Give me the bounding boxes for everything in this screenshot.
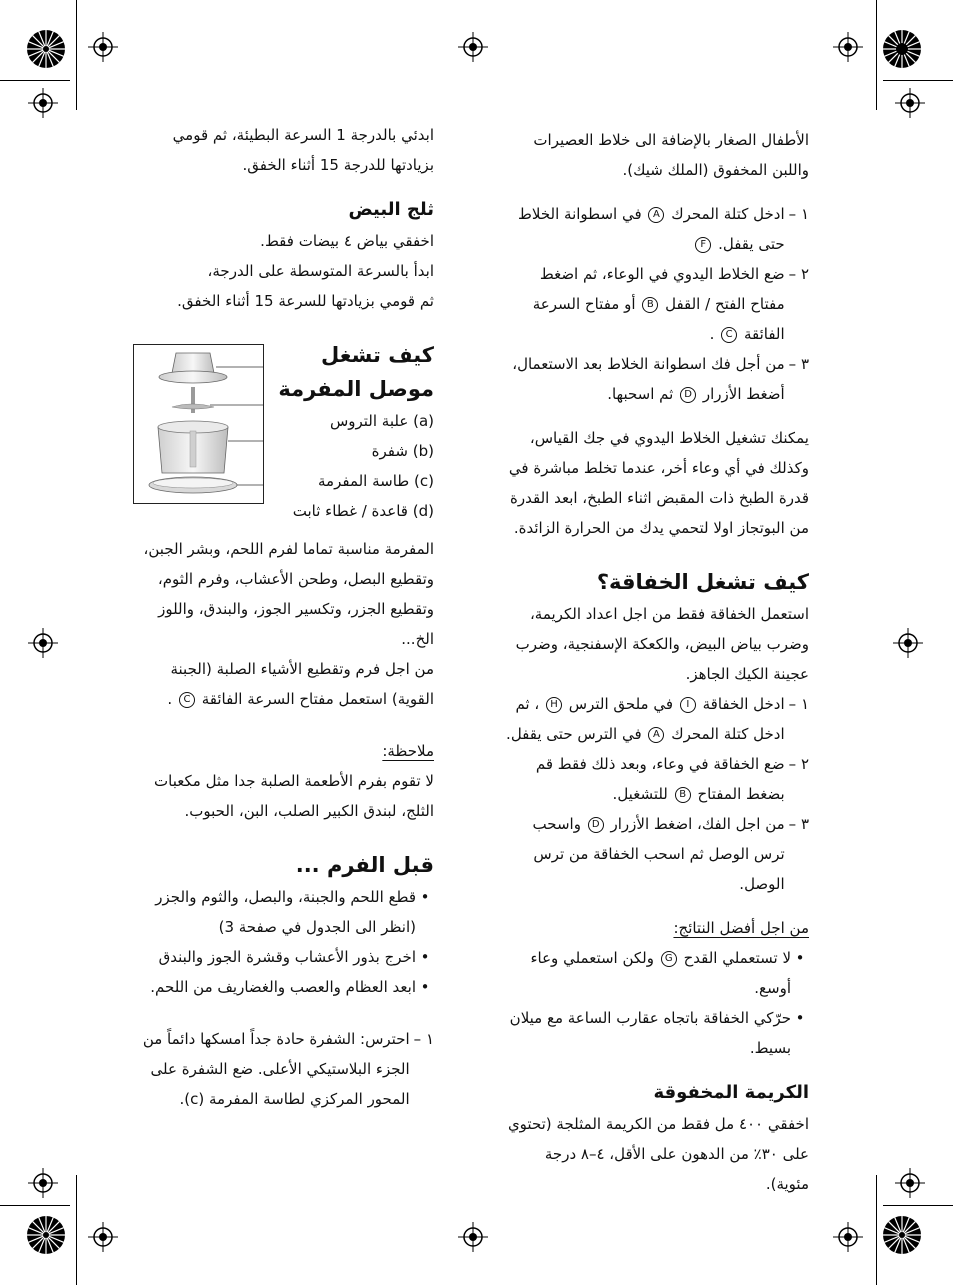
crop-mark bbox=[883, 80, 953, 81]
step-number: ١ – bbox=[788, 695, 809, 713]
crop-mark bbox=[0, 80, 70, 81]
warning-text: احترس: الشفرة حادة جداً امسكها دائماً من الجزء البلاستيكي الأعلى. ضع الشفرة على المحور المركزي لطاسة المفرمة (c). bbox=[142, 1030, 410, 1108]
step-number: ٢ – bbox=[788, 755, 809, 773]
tip-text: حرّكي الخفاقة باتجاه عقارب الساعة مع ميلان بسيط. bbox=[509, 1009, 791, 1057]
step-text: ثم اسحبها. bbox=[607, 385, 674, 403]
bullet-icon: • bbox=[420, 948, 430, 966]
blender-step-3 bbox=[505, 349, 809, 409]
blade-warning-step bbox=[130, 1024, 434, 1114]
crop-mark bbox=[883, 1205, 953, 1206]
egg-white-line: ابدأ بالسرعة المتوسطة على الدرجة، bbox=[207, 262, 434, 280]
prep-item bbox=[130, 972, 434, 1002]
registration-mark-icon bbox=[895, 1168, 925, 1198]
registration-mark-icon bbox=[28, 628, 58, 658]
chopper-heading: موصل المفرمة bbox=[278, 377, 434, 401]
whisk-step-3 bbox=[505, 809, 809, 899]
note-heading: ملاحظة: bbox=[382, 742, 434, 760]
step-number: ١ – bbox=[413, 1030, 434, 1048]
step-text: ، ثم ادخل كتلة المحرك bbox=[515, 695, 785, 743]
step-text: ادخل كتلة المحرك bbox=[671, 205, 785, 223]
step-text: ادخل الخفاقة bbox=[702, 695, 785, 713]
chopper-illustration-icon bbox=[133, 344, 264, 504]
step-text: أو مفتاح السرعة الفائقة bbox=[532, 295, 785, 343]
prep-text: ابعد العظام والعصب والغضاريف من اللحم. bbox=[150, 978, 416, 996]
tip-item bbox=[505, 943, 809, 1003]
part-letter-badge: D bbox=[588, 817, 604, 833]
part-letter-badge: A bbox=[648, 727, 664, 743]
registration-mark-icon bbox=[28, 1168, 58, 1198]
crop-mark bbox=[76, 1175, 77, 1285]
part-label: (c) طاسة المفرمة bbox=[318, 472, 434, 490]
left-column bbox=[130, 120, 434, 1114]
registration-mark-icon bbox=[458, 32, 488, 62]
blender-step-2 bbox=[505, 259, 809, 349]
speed-text: ابدئي بالدرجة 1 السرعة البطيئة، ثم قومي بزيادتها للدرجة 15 أثناء الخفق. bbox=[172, 126, 434, 174]
whisk-intro: استعمل الخفاقة فقط من اجل اعداد الكريمة، وضرب بياض البيض، والكعكة الإسفنجية، وضرب عجينة الكيك الجاهز. bbox=[515, 605, 809, 683]
step-text: ضع الخلاط اليدوي في الوعاء، ثم اضغط مفتاح الفتح / القفل bbox=[539, 265, 785, 313]
bullet-icon: • bbox=[420, 978, 430, 996]
whisk-step-1 bbox=[505, 689, 809, 749]
step-number: ٣ – bbox=[788, 355, 809, 373]
blender-step-1 bbox=[505, 199, 809, 259]
part-letter-badge: B bbox=[675, 787, 691, 803]
crop-mark bbox=[0, 1205, 70, 1206]
bullet-icon: • bbox=[795, 1009, 805, 1027]
registration-mark-icon bbox=[833, 32, 863, 62]
part-letter-badge: H bbox=[546, 697, 562, 713]
step-text: في ملحق الترس bbox=[568, 695, 674, 713]
prep-item bbox=[130, 942, 434, 972]
egg-white-line: ثم قومي بزيادتها للسرعة 15 أثناء الخفق. bbox=[177, 292, 434, 310]
step-text: في اسطوانة الخلاط bbox=[518, 205, 642, 223]
part-label: (b) شفرة bbox=[371, 442, 434, 460]
tip-text: ولكن استعملي وعاء أوسع. bbox=[530, 949, 791, 997]
chopper-paragraph: المفرمة مناسبة تماما لفرم اللحم، وبشر الجبن، وتقطيع البصل، وطحن الأعشاب، وفرم الثوم، وتقطيع الجزر، وتكسير الجوز، والبندق، واللوز الخ... bbox=[143, 540, 434, 648]
registration-mark-icon bbox=[458, 1222, 488, 1252]
part-letter-badge: D bbox=[680, 387, 696, 403]
crop-mark bbox=[76, 0, 77, 110]
registration-mark-icon bbox=[893, 628, 923, 658]
step-text: للتشغيل. bbox=[612, 785, 668, 803]
step-text: واسحب ترس الوصل ثم اسحب الخفاقة من ترس الوصل. bbox=[532, 815, 785, 893]
crop-mark bbox=[876, 1175, 877, 1285]
part-label: (d) قاعدة / غطاء ثابت bbox=[292, 502, 434, 520]
egg-white-heading: ثلج البيض bbox=[348, 199, 434, 220]
part-letter-badge: C bbox=[721, 327, 737, 343]
tip-item bbox=[505, 1003, 809, 1063]
whipped-cream-heading: الكريمة المخفوقة bbox=[653, 1082, 809, 1103]
whipped-cream-text: اخفقي ٤٠٠ مل فقط من الكريمة المثلجة (تحتوي على ٣٠٪ من الدهون على الأقل، ٤–٨ درجة مئوية). bbox=[507, 1115, 809, 1193]
registration-mark-icon bbox=[88, 32, 118, 62]
hard-food-paragraph: من اجل فرم وتقطيع الأشياء الصلبة (الجبنة القوية) استعمل مفتاح السرعة الفائقة C . bbox=[167, 660, 434, 708]
whisk-step-2 bbox=[505, 749, 809, 809]
best-results-heading: من اجل أفضل النتائج: bbox=[673, 919, 809, 937]
step-number: ٢ – bbox=[788, 265, 809, 283]
right-column bbox=[505, 125, 809, 1199]
step-text: ضع الخفاقة في وعاء، وبعد ذلك فقط قم بضغط المفتاح bbox=[535, 755, 785, 803]
step-number: ١ – bbox=[788, 205, 809, 223]
color-target-icon bbox=[882, 29, 922, 69]
before-chopping-heading: قبل الفرم ... bbox=[295, 853, 434, 877]
prep-item bbox=[130, 882, 434, 942]
color-target-icon bbox=[882, 1215, 922, 1255]
part-letter-badge: C bbox=[179, 692, 195, 708]
step-text: من أجل فك اسطوانة الخلاط بعد الاستعمال، أضغط الأزرار bbox=[512, 355, 785, 403]
registration-mark-icon bbox=[28, 88, 58, 118]
part-label: (a) علبة التروس bbox=[329, 412, 434, 430]
intro-text-line: واللبن المخفوق (الملك شيك). bbox=[622, 161, 809, 179]
bullet-icon: • bbox=[795, 949, 805, 967]
measure-paragraph: يمكنك تشغيل الخلاط اليدوي في جك القياس، وكذلك في أي وعاء أخر، عندما تخلط مباشرة في قدرة الطبخ ذات المقبض اثناء الطبخ، ابعد القدرة من البوتجاز اولا لتحمي يدك من الحرارة الزائدة. bbox=[508, 429, 809, 537]
part-letter-badge: A bbox=[648, 207, 664, 223]
step-text: من اجل الفك، اضغط الأزرار bbox=[610, 815, 785, 833]
crop-mark bbox=[876, 0, 877, 110]
part-letter-badge: G bbox=[661, 951, 677, 967]
part-letter-badge: I bbox=[680, 697, 696, 713]
step-text: . bbox=[709, 325, 715, 343]
bullet-icon: • bbox=[420, 888, 430, 906]
registration-mark-icon bbox=[833, 1222, 863, 1252]
tip-text: لا تستعملي القدح bbox=[683, 949, 791, 967]
egg-white-line: اخفقي بياض ٤ بيضات فقط. bbox=[260, 232, 434, 250]
prep-text: قطع اللحم والجبنة، والبصل، والثوم والجزر (انظر الى الجدول في صفحة 3) bbox=[155, 888, 416, 936]
color-target-icon bbox=[26, 29, 66, 69]
step-text: حتى يقفل. bbox=[718, 235, 785, 253]
step-text: في الترس حتى يقفل. bbox=[506, 725, 642, 743]
intro-text-line: الأطفال الصغار بالإضافة الى خلاط العصيرات bbox=[533, 131, 809, 149]
registration-mark-icon bbox=[88, 1222, 118, 1252]
note-text: لا تقوم بفرم الأطعمة الصلبة جدا مثل مكعبات الثلج، لبندق الكبير الصلب، البن، الحبوب. bbox=[154, 772, 434, 820]
prep-text: اخرج بذور الأعشاب وقشرة الجوز والبندق bbox=[158, 948, 416, 966]
part-letter-badge: F bbox=[695, 237, 711, 253]
whisk-heading: كيف تشغل الخفاقة؟ bbox=[596, 570, 809, 594]
registration-mark-icon bbox=[895, 88, 925, 118]
chopper-heading: كيف تشغل bbox=[321, 343, 434, 367]
part-letter-badge: B bbox=[642, 297, 658, 313]
color-target-icon bbox=[26, 1215, 66, 1255]
step-number: ٣ – bbox=[788, 815, 809, 833]
chopper-figure-block bbox=[130, 338, 434, 520]
